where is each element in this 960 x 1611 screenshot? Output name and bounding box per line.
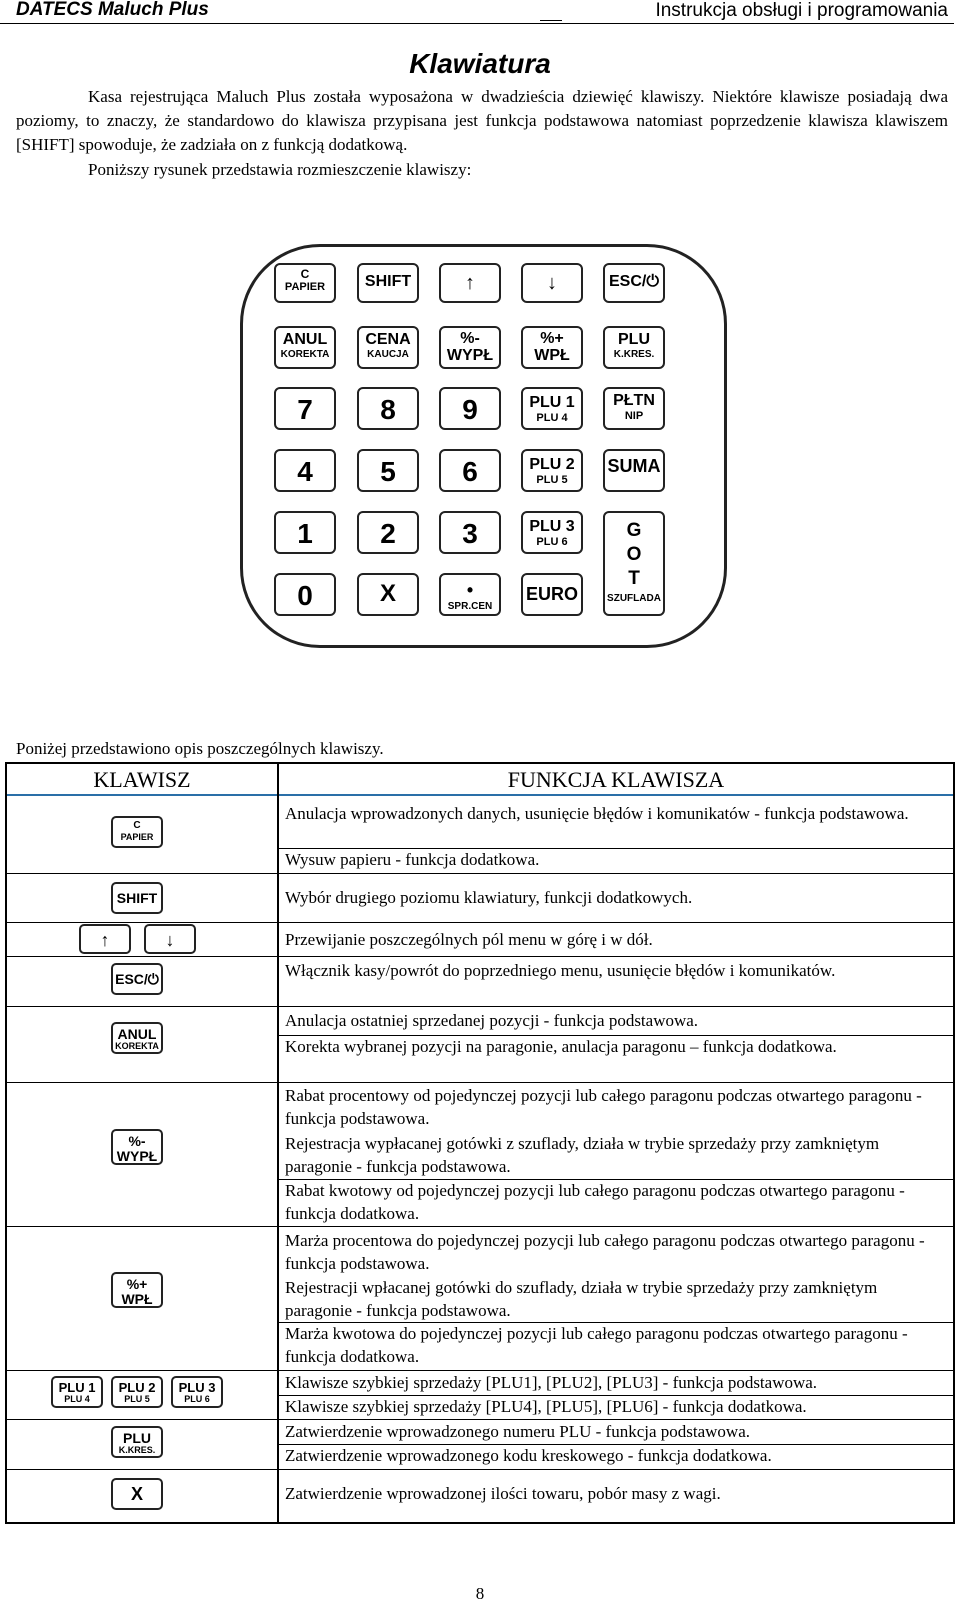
key-5 [357,449,419,492]
key-label: SUMA [607,456,661,476]
key-4 [274,449,336,492]
row-rule [7,956,953,957]
key-c-papier [274,263,336,303]
key-label-top: ANUL [117,1026,157,1042]
arrow-down-icon: ↓ [547,272,557,294]
key-x [357,573,419,616]
key-plu1-plu4 [521,387,583,430]
function-text: Przewijanie poszczególnych pól menu w górę i w dół. [285,930,653,949]
key-label: 3 [462,518,478,549]
key-7 [274,387,336,430]
key-label-bottom: PLU 6 [184,1394,210,1404]
key-2 [357,511,419,554]
key-suma [603,449,665,492]
key-label: SHIFT [364,273,412,290]
function-text: Zatwierdzenie wprowadzonego numeru PLU - funkcja podstawowa. [285,1422,750,1441]
key-label-top: PLU 2 [529,456,575,473]
key-label: 8 [380,394,396,425]
table-key-percent-minus-wypl [111,1129,163,1165]
header-mark [540,20,562,21]
function-text: Anulacja wprowadzonych danych, usunięcie błędów i komunikatów - funkcja podstawowa. [285,804,909,823]
key-label-top: PŁTN [613,392,655,409]
key-label-top: PLU 3 [178,1380,216,1395]
key-label-top: PLU 1 [529,394,575,411]
row-rule [7,1006,953,1007]
section-title: Klawiatura [409,48,551,79]
key-label-bottom: PLU 5 [536,474,568,486]
key-label-top: PLU 1 [58,1380,96,1395]
function-text: Zatwierdzenie wprowadzonej ilości towaru, pobór masy z wagi. [285,1484,721,1503]
key-plu2-plu5 [521,449,583,492]
function-text: Rejestracji wpłacanej gotówki do szuflady, działa w trybie sprzedaży przy zamkniętym paragonie - funkcja podstawowa. [285,1278,878,1320]
key-label-bottom: K.KRES. [613,349,655,360]
key-esc [603,263,665,303]
function-text: Wysuw papieru - funkcja dodatkowa. [285,850,540,869]
key-euro [521,573,583,616]
key-8 [357,387,419,430]
key-shift [357,263,419,303]
key-label: 1 [297,518,313,549]
key-label-bottom: WPŁ [534,347,570,364]
column-divider [277,764,279,1522]
row-rule [7,873,953,874]
function-text: Włącznik kasy/powrót do poprzedniego menu, usunięcie błędów i komunikatów. [285,961,836,980]
header-title: Instrukcja obsługi i programowania [655,0,948,21]
function-text: Zatwierdzenie wprowadzonego kodu kreskowego - funkcja dodatkowa. [285,1446,772,1465]
intro-text: Kasa rejestrująca Maluch Plus została wyposażona w dwadzieścia dziewięć klawiszy. Niektóre klawisze posiadają dwa poziomy, to znaczy, że standardowo do klawisza przypisana jest funkcja podstawowa natomiast poprzedzenie klawisza klawiszem [SHIFT] spowoduje, że zadziała on z funkcją dodatkową. [16,87,948,154]
function-text: Klawisze szybkiej sprzedaży [PLU4], [PLU5], [PLU6] - funkcja dodatkowa. [285,1397,807,1416]
key-label-bottom: PAPIER [120,832,154,842]
function-text: Anulacja ostatniej sprzedanej pozycji - funkcja podstawowa. [285,1011,699,1030]
key-label: 6 [462,456,478,487]
key-label-top: PLU [618,331,650,348]
key-anul-korekta [274,326,336,369]
row-rule [7,1082,953,1083]
key-6 [439,449,501,492]
key-label: 2 [380,518,396,549]
header-rule [0,23,954,24]
key-label: 4 [297,456,313,487]
key-label-bottom: KOREKTA [280,349,330,360]
key-label-top: PLU 3 [529,518,575,535]
table-header-function: FUNKCJA KLAWISZA [507,767,725,792]
function-text: Klawisze szybkiej sprzedaży [PLU1], [PLU2], [PLU3] - funkcja podstawowa. [285,1373,818,1392]
table-key-plu3-plu6 [171,1376,223,1408]
key-label-bottom: SPR.CEN [447,601,493,612]
key-percent-minus-wypl [439,326,501,369]
key-label-o: O [626,544,642,565]
key-label: 7 [297,394,313,425]
key-label-top: %- [460,330,480,347]
table-header-row [7,764,953,796]
key-label-top: CENA [365,331,411,348]
key-label: 9 [462,394,478,425]
function-text: Wybór drugiego poziomu klawiatury, funkcji dodatkowych. [285,888,693,907]
table-key-anul-korekta [111,1022,163,1054]
key-label-bottom: PLU 6 [536,536,568,548]
function-text: Marża procentowa do pojedynczej pozycji lub całego paragonu podczas otwartego paragonu - funkcja podstawowa. [285,1231,925,1273]
key-1 [274,511,336,554]
key-label: ESC/⏻ [115,971,159,987]
key-got-szuflada [603,511,665,616]
table-key-plu1-plu4 [51,1376,103,1408]
arrow-down-icon: ↓ [165,930,175,950]
key-dot-sprcen [439,573,501,616]
key-arrow-up [439,263,501,303]
key-plu-kkres [603,326,665,369]
key-9 [439,387,501,430]
intro-paragraph [16,85,948,157]
key-label: EURO [525,584,578,604]
table-key-arrow-down [144,924,196,954]
key-0 [274,573,336,616]
key-label-top: C [133,820,141,831]
row-rule [7,1469,953,1470]
key-label-bottom: KAUCJA [367,349,409,360]
table-key-percent-plus-wpl [111,1272,163,1308]
key-label: SHIFT [116,890,158,906]
key-label-bottom: WYPŁ [116,1148,158,1164]
key-plu3-plu6 [521,511,583,554]
function-text: Rabat kwotowy od pojedynczej pozycji lub całego paragonu podczas otwartego paragonu - funkcja dodatkowa. [285,1181,905,1223]
row-rule [7,1226,953,1227]
table-header-key: KLAWISZ [93,767,191,792]
key-label-top: PLU 2 [118,1380,156,1395]
key-label: 0 [297,580,313,611]
key-label-top: C [300,267,310,281]
key-label-g: G [626,520,642,541]
key-cena-kaucja [357,326,419,369]
key-pltn-nip [603,387,665,430]
page-number: 8 [475,1584,485,1603]
key-label-bottom: PLU 4 [64,1394,90,1404]
key-label-top: %+ [540,330,564,347]
key-label-top: PLU [123,1430,151,1446]
arrow-up-icon: ↑ [100,930,110,950]
key-label-bottom: PLU 4 [536,412,568,424]
table-key-shift [111,882,163,914]
key-label-bottom: SZUFLADA [607,593,661,604]
page-header [0,0,960,24]
key-label-bottom: WYPŁ [446,347,494,364]
layout-caption: Poniższy rysunek przedstawia rozmieszczenie klawiszy: [88,160,472,179]
key-label: 5 [380,456,396,487]
key-label: X [379,580,396,607]
table-key-plu2-plu5 [111,1376,163,1408]
keys-table [5,762,955,1524]
function-text: Korekta wybranej pozycji na paragonie, anulacja paragonu – funkcja dodatkowa. [285,1037,837,1056]
key-3 [439,511,501,554]
key-label-bottom: NIP [624,410,644,422]
key-label-top: %- [128,1133,146,1149]
key-label-top: %+ [126,1276,148,1292]
key-label-bottom: K.KRES. [118,1445,156,1455]
table-key-esc [111,963,163,995]
arrow-up-icon: ↑ [465,272,475,294]
key-label-bottom: WPŁ [121,1291,153,1307]
function-text: Rejestracja wypłacanej gotówki z szuflady, działa w trybie sprzedaży przy zamkniętym paragonie - funkcja podstawowa. [285,1134,880,1176]
key-label: X [130,1484,143,1504]
table-caption: Poniżej przedstawiono opis poszczególnych klawiszy. [16,739,384,758]
keyboard-diagram [240,244,727,648]
table-key-plu-kkres [111,1426,163,1458]
key-label-t: T [628,568,640,589]
table-key-arrow-up [79,924,131,954]
table-key-c-papier [111,816,163,848]
key-percent-plus-wpl [521,326,583,369]
row-rule [7,922,953,923]
key-label-bottom: PLU 5 [124,1394,150,1404]
function-text: Rabat procentowy od pojedynczej pozycji lub całego paragonu podczas otwartego paragonu - funkcja podstawowa. [285,1086,922,1128]
key-label-bottom: PAPIER [284,281,326,293]
key-label-bottom: KOREKTA [115,1041,159,1051]
function-text: Marża kwotowa do pojedynczej pozycji lub całego paragonu podczas otwartego paragonu - funkcja dodatkowa. [285,1324,908,1366]
header-brand: DATECS Maluch Plus [16,0,209,20]
key-label-top: ANUL [282,331,328,348]
key-label: ESC/⏻ [609,273,659,290]
table-key-x [111,1478,163,1510]
key-label-top: • [466,580,474,600]
key-arrow-down [521,263,583,303]
